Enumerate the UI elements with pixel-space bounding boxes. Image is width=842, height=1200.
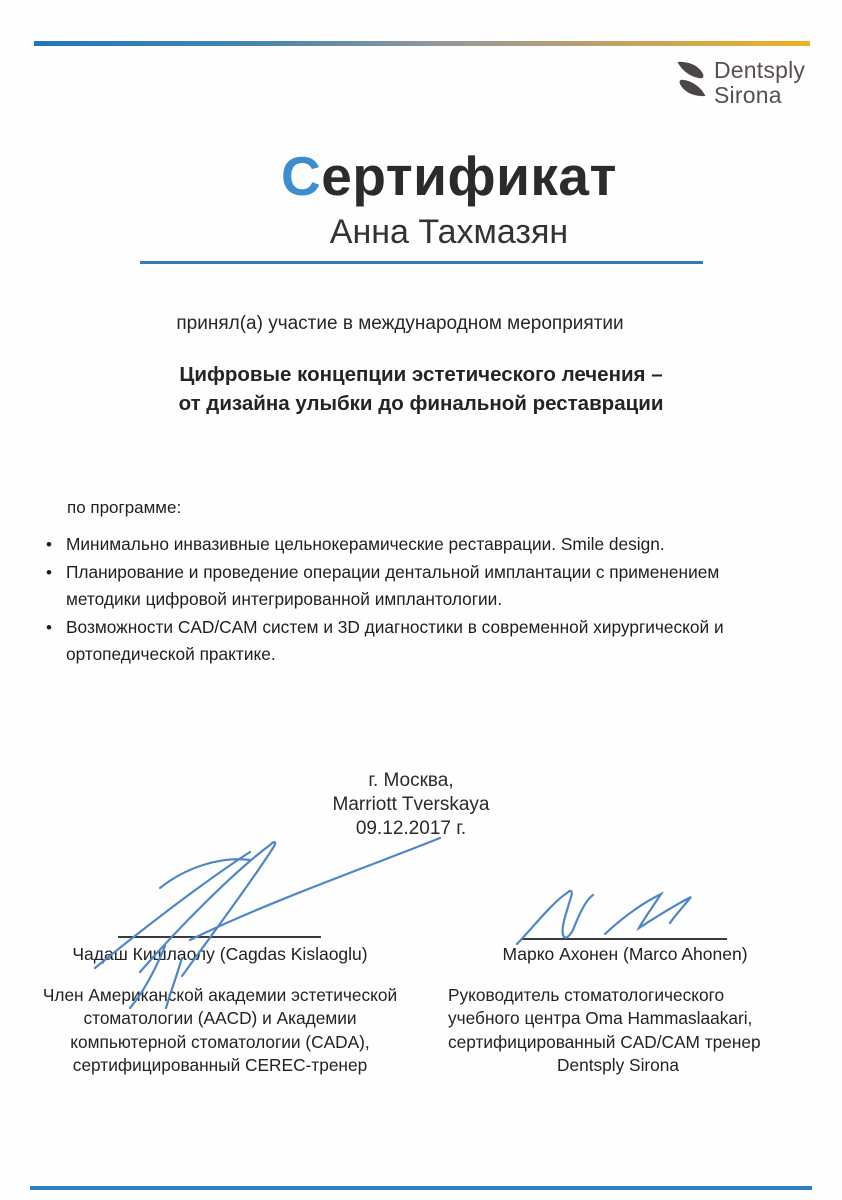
- program-item: [45, 614, 761, 668]
- participation-line: принял(а) участие в международном мероприятии: [176, 313, 624, 334]
- dentsply-sirona-swoosh-icon: [676, 61, 707, 97]
- program-list: [45, 531, 761, 669]
- program-item: [45, 531, 761, 558]
- signature-rule-right: [522, 938, 727, 940]
- title-initial-letter: С: [281, 145, 322, 207]
- title-line: Член Американской академии эстетической: [42, 985, 398, 1005]
- program-item-text: Планирование и проведение операции дентальной имплантации с применением методики цифровой интегрированной имплантологии.: [66, 562, 720, 609]
- signatory-right-name: Марко Ахонен (Marco Ahonen): [502, 944, 748, 964]
- bullet-icon: •: [46, 618, 52, 637]
- name-underline-rule: [140, 261, 703, 264]
- title-line: сертифицированный CEREC-тренер: [72, 1054, 368, 1075]
- title-line: сертифицированный CAD/CAM тренер: [448, 1031, 761, 1052]
- venue-city: г. Москва,: [368, 770, 454, 791]
- bullet-icon: •: [46, 535, 52, 554]
- signature-rule-left: [118, 936, 321, 938]
- dentsply-sirona-logo: [676, 57, 836, 108]
- event-title-line2: от дизайна улыбки до финальной реставрации: [178, 392, 664, 415]
- program-item-text: Возможности CAD/CAM систем и 3D диагностики в современной хирургической и ортопедической практике.: [66, 617, 724, 664]
- event-title: [0, 360, 842, 418]
- title-line: Руководитель стоматологического: [448, 985, 725, 1005]
- title-line: компьютерной стоматологии (CADA),: [70, 1031, 370, 1052]
- certificate-title: [28, 146, 842, 206]
- bottom-accent-bar: [30, 1186, 812, 1190]
- signatory-right-titles: [448, 984, 788, 1077]
- title-line: учебного центра Oma Hammaslaakari,: [448, 1008, 753, 1029]
- program-label: по программе:: [67, 498, 182, 517]
- title-line: стоматологии (AACD) и Академии: [83, 1008, 357, 1029]
- top-gradient-bar: [34, 41, 810, 46]
- venue-location: Marriott Tverskaya: [332, 794, 490, 815]
- bullet-icon: •: [46, 563, 52, 582]
- venue-date: 09.12.2017 г.: [355, 818, 467, 839]
- event-title-line1: Цифровые концепции эстетического лечения –: [179, 363, 663, 386]
- recipient-name: Анна Тахмазян: [329, 213, 569, 251]
- signatory-left-name: Чадаш Кишлаолу (Cagdas Kislaoglu): [72, 944, 368, 964]
- brand-line2: Sirona: [714, 82, 782, 108]
- title-line: Dentsply Sirona: [557, 1054, 679, 1075]
- venue-block: [0, 769, 822, 841]
- program-item-text: Минимально инвазивные цельнокерамические реставрации. Smile design.: [66, 534, 665, 554]
- title-rest: ертификат: [321, 145, 617, 207]
- program-item: [45, 559, 761, 613]
- brand-wordmark: [714, 58, 805, 108]
- brand-line1: Dentsply: [714, 57, 806, 83]
- signatory-left-titles: [20, 984, 420, 1077]
